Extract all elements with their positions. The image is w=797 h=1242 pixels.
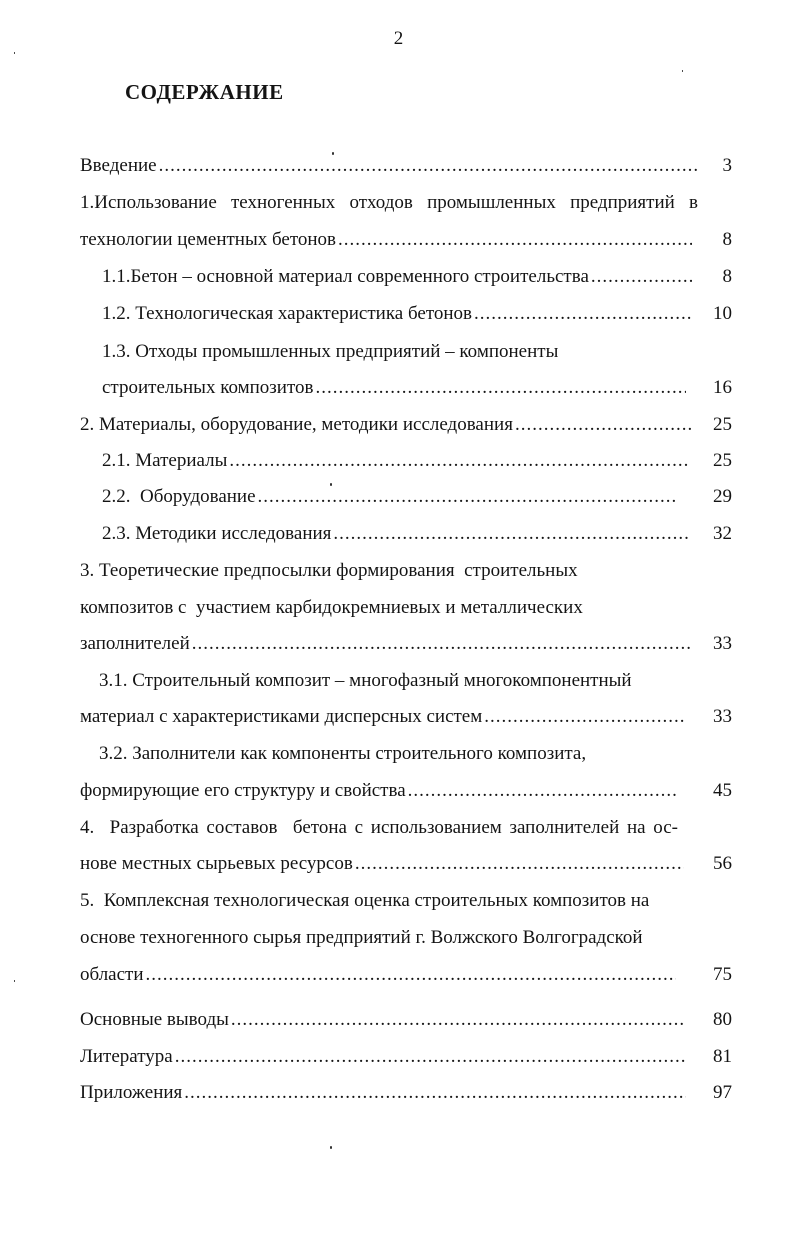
toc-entry-text: Введение (80, 155, 157, 176)
toc-page-number: 45 (713, 780, 732, 801)
toc-entry-chapter-5: 5. Комплексная технологическая оценка строительных композитов на (80, 890, 650, 911)
toc-entry-text: 1.1.Бетон – основной материал современного строительства (102, 266, 589, 287)
toc-entry-text: 2. Материалы, оборудование, методики исследования (80, 414, 513, 435)
toc-page-number: 8 (722, 229, 732, 250)
toc-entry-text: Основные выводы (80, 1009, 229, 1030)
toc-entry-text: технологии цементных бетонов (80, 229, 337, 250)
toc-entry-section-1-3: 1.3. Отходы промышленных предприятий – компоненты (102, 341, 559, 362)
toc-page-number: 10 (713, 303, 732, 324)
toc-entry-section-2-3 (102, 515, 688, 552)
toc-page-number: 33 (713, 633, 732, 654)
toc-entry-text: 2.1. Материалы (102, 450, 228, 471)
toc-entry-literature (80, 1038, 686, 1075)
toc-entry-section-3-2-cont (80, 772, 678, 809)
toc-entry-chapter-3-cont: композитов с участием карбидокремниевых и металлических (80, 597, 583, 618)
scan-speck (682, 70, 683, 72)
scan-speck (330, 483, 332, 486)
page-title: СОДЕРЖАНИЕ (125, 80, 284, 104)
toc-entry-text: области (80, 964, 144, 985)
leader-dots (338, 221, 692, 258)
scan-speck (330, 1146, 332, 1149)
toc-entry-text: нове местных сырьевых ресурсов (80, 853, 353, 874)
leader-dots (175, 1038, 686, 1075)
leader-dots (333, 515, 688, 552)
scan-speck (332, 152, 334, 155)
toc-entry-section-1-1 (102, 258, 692, 295)
toc-entry-intro (80, 147, 698, 184)
toc-entry-text: заполнителей (80, 633, 190, 654)
toc-page-number: 81 (713, 1046, 732, 1067)
toc-entry-section-3-2: 3.2. Заполнители как компоненты строительного композита, (99, 743, 587, 764)
toc-entry-section-3-1-cont (80, 698, 686, 735)
toc-page-number: 3 (722, 155, 732, 176)
toc-page-number: 32 (713, 523, 732, 544)
toc-entry-text: формирующие его структуру и свойства (80, 780, 406, 801)
leader-dots (229, 442, 688, 479)
toc-entry-chapter-3: 3. Теоретические предпосылки формирования строительных (80, 560, 578, 581)
leader-dots (192, 625, 692, 662)
toc-entry-section-1-3-cont (102, 369, 686, 406)
toc-page-number: 29 (713, 486, 732, 507)
toc-entry-chapter-5-cont2 (80, 956, 676, 993)
leader-dots (591, 258, 692, 295)
scan-speck (14, 980, 15, 982)
toc-entry-text: материал с характеристиками дисперсных систем (80, 706, 483, 727)
toc-entry-chapter-1: 1.Использование техногенных отходов промышленных предприятий в (80, 192, 698, 213)
toc-page-number: 33 (713, 706, 732, 727)
toc-entry-text: Приложения (80, 1082, 183, 1103)
toc-page-number: 97 (713, 1082, 732, 1103)
toc-page-number: 25 (713, 414, 732, 435)
leader-dots (184, 1074, 686, 1111)
leader-dots (408, 772, 678, 809)
toc-entry-appendices (80, 1074, 686, 1111)
leader-dots (484, 698, 686, 735)
leader-dots (515, 406, 692, 443)
toc-entry-chapter-4-cont (80, 845, 684, 882)
toc-page-number: 56 (713, 853, 732, 874)
scan-speck (14, 52, 15, 54)
toc-entry-chapter-1-cont (80, 221, 692, 258)
leader-dots (316, 369, 687, 406)
toc-entry-section-3-1: 3.1. Строительный композит – многофазный многокомпонентный (99, 670, 632, 691)
toc-entry-chapter-5-cont: основе техногенного сырья предприятий г. Волжского Волгоградской (80, 927, 643, 948)
leader-dots (231, 1001, 684, 1038)
toc-entry-text: 2.3. Методики исследования (102, 523, 332, 544)
toc-entry-section-1-2 (102, 295, 692, 332)
leader-dots (355, 845, 684, 882)
toc-entry-chapter-2 (80, 406, 692, 443)
toc-entry-text: 2.2. Оборудование (102, 486, 256, 507)
toc-entry-text: Литература (80, 1046, 173, 1067)
toc-entry-text: 1.2. Технологическая характеристика бетонов (102, 303, 473, 324)
toc-entry-section-2-2 (102, 478, 678, 515)
page-number: 2 (393, 28, 404, 49)
toc-entry-chapter-4: 4. Разработка составов бетона с использованием заполнителей на ос- (80, 817, 678, 838)
toc-entry-section-2-1 (102, 442, 688, 479)
toc-page-number: 8 (722, 266, 732, 287)
toc-entry-text: строительных композитов (102, 377, 314, 398)
toc-entry-chapter-3-cont2 (80, 625, 692, 662)
leader-dots (159, 147, 698, 184)
leader-dots (146, 956, 676, 993)
toc-entry-conclusions (80, 1001, 684, 1038)
toc-page-number: 25 (713, 450, 732, 471)
leader-dots (474, 295, 692, 332)
leader-dots (258, 478, 678, 515)
toc-page-number: 80 (713, 1009, 732, 1030)
toc-page-number: 75 (713, 964, 732, 985)
toc-page-number: 16 (713, 377, 732, 398)
